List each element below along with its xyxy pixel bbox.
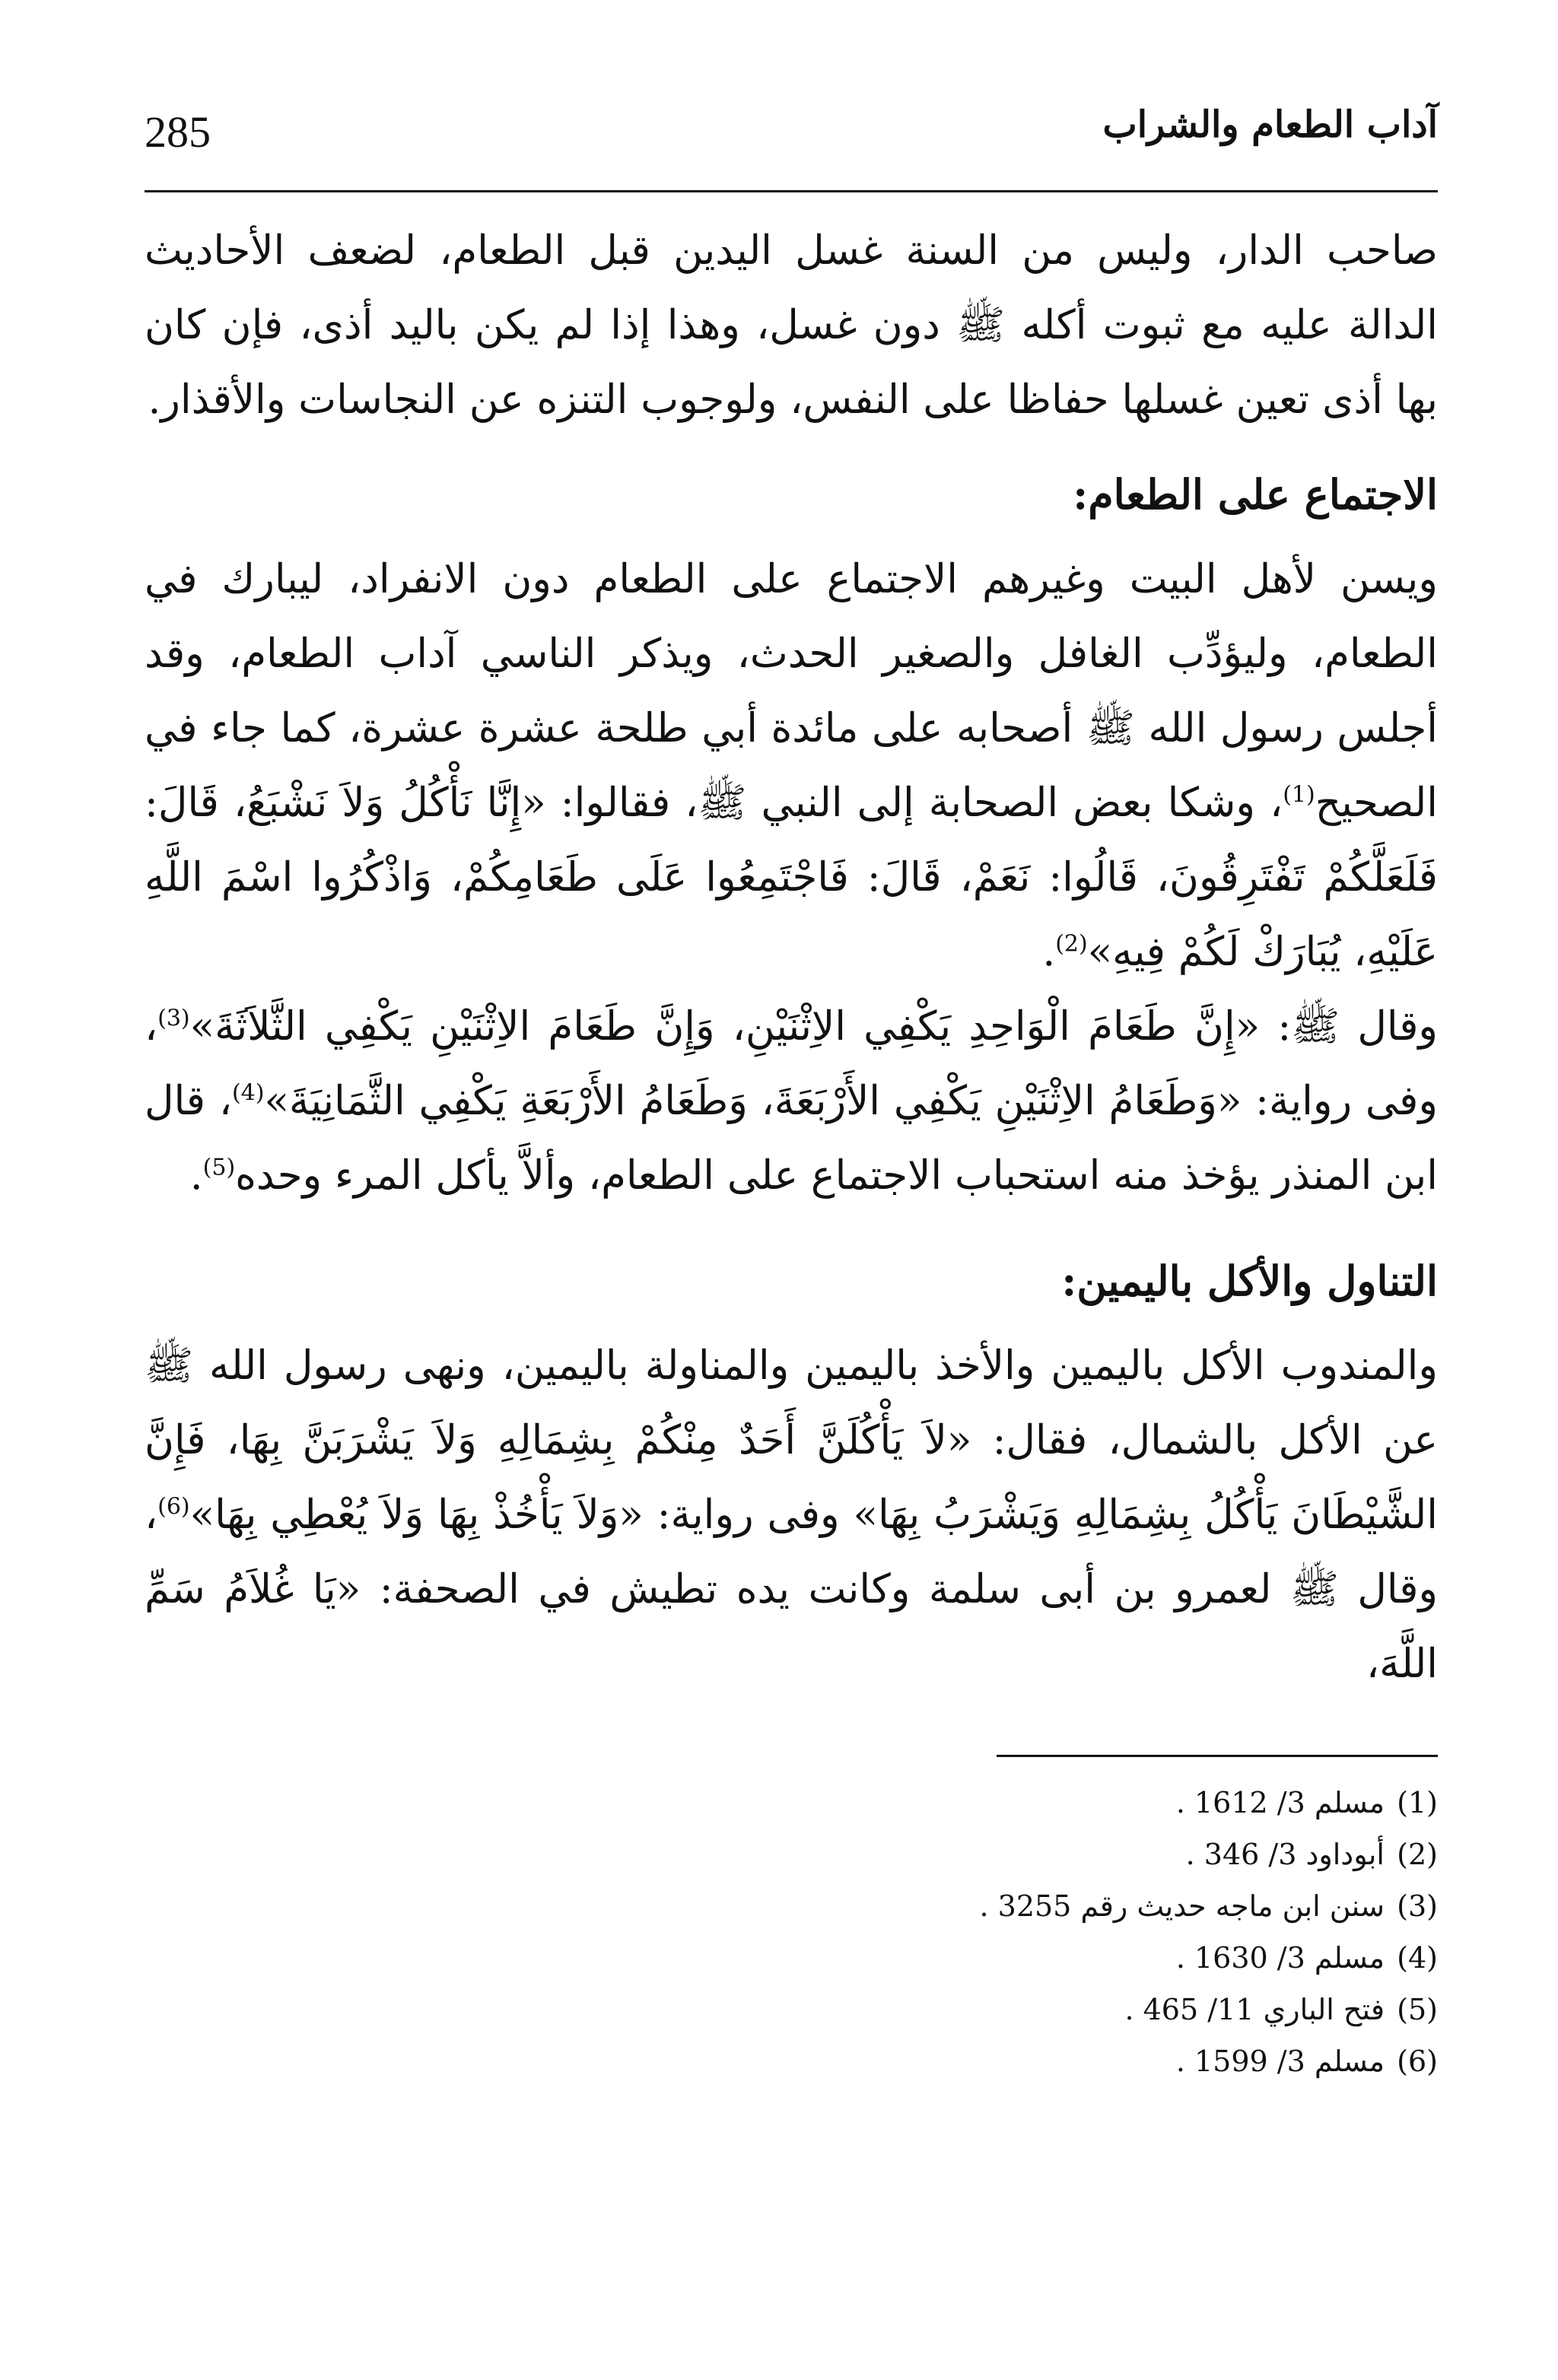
paragraph-text: ، وفى رواية: «وَطَعَامُ الاِثْنَيْنِ يَكْفِي الأَرْبَعَةَ، وَطَعَامُ الأَرْبَعَةِ يَكْفِي الثَّمَانِيَةَ»: [145, 1003, 1438, 1124]
footnote-ref: (5): [202, 1154, 236, 1181]
paragraph-text: .: [189, 1152, 203, 1199]
footnote-marker: (2): [1397, 1838, 1438, 1871]
footnote-text: مسلم 3/ 1612 .: [1175, 1786, 1385, 1819]
paragraph-gathering-2: [145, 990, 1438, 1213]
paragraph-text: وقال ﷺ: «إِنَّ طَعَامَ الْوَاحِدِ يَكْفِي الاِثْنَيْنِ، وَإِنَّ طَعَامَ الاِثْنَيْنِ يَكْفِي الثَّلاَثَةَ»: [189, 1003, 1438, 1050]
running-title: آداب الطعام والشراب: [1102, 103, 1438, 146]
paragraph-text: ، وشكا بعض الصحابة إلى النبي ﷺ، فقالوا: «إِنَّا نَأْكُلُ وَلاَ نَشْبَعُ، قَالَ: فَلَعَلَّكُمْ تَفْتَرِقُونَ، قَالُوا: نَعَمْ، قَالَ: فَاجْتَمِعُوا عَلَى طَعَامِكُمْ، وَاذْكُرُوا اسْمَ اللَّهِ عَلَيْهِ، يُبَارَكْ لَكُمْ فِيهِ»: [145, 780, 1438, 975]
footnote-marker: (1): [1397, 1786, 1438, 1819]
footnote-text: فتح الباري 11/ 465 .: [1124, 1993, 1385, 2026]
footnote-text: سنن ابن ماجه حديث رقم 3255 .: [979, 1889, 1385, 1923]
footnote-item: [145, 1829, 1438, 1880]
footnote-ref: (6): [157, 1493, 190, 1520]
footnote-item: [145, 2035, 1438, 2087]
section-heading-gathering: الاجتماع على الطعام:: [1073, 470, 1438, 519]
book-page: [145, 91, 1438, 2297]
header-rule: [145, 190, 1438, 192]
footnote-ref: (2): [1055, 930, 1088, 958]
footnote-ref: (4): [231, 1079, 265, 1107]
paragraph-text: ويسن لأهل البيت وغيرهم الاجتماع على الطعام دون الانفراد، ليبارك في الطعام، وليؤدِّب الغافل والصغير الحدث، ويذكر الناسي آداب الطعام، وقد أجلس رسول الله ﷺ أصحابه على مائدة أبي طلحة عشرة عشرة، كما جاء في الصحيح: [145, 556, 1438, 826]
footnote-ref: (1): [1283, 781, 1315, 809]
footnote-marker: (3): [1397, 1889, 1438, 1923]
footnote-text: مسلم 3/ 1630 .: [1175, 1941, 1385, 1975]
footnote-rule: [997, 1755, 1438, 1757]
footnote-marker: (4): [1397, 1941, 1438, 1975]
intro-paragraph: صاحب الدار، وليس من السنة غسل اليدين قبل الطعام، لضعف الأحاديث الدالة عليه مع ثبوت أكله ﷺ دون غسل، وهذا إذا لم يكن باليد أذى، فإن كان بها أذى تعين غسلها حفاظا على النفس، ولوجوب التنزه عن النجاسات والأقذار.: [145, 227, 1438, 423]
footnote-item: [145, 1880, 1438, 1932]
section-heading-right-hand: التناول والأكل باليمين:: [1061, 1257, 1438, 1305]
running-header: [145, 91, 1438, 175]
page-number: 285: [145, 107, 211, 157]
paragraph-text: ، قال ابن المنذر يؤخذ منه استحباب الاجتماع على الطعام، وألاَّ يأكل المرء وحده: [145, 1078, 1438, 1199]
paragraph-text: ، وقال ﷺ لعمرو بن أبى سلمة وكانت يده تطيش في الصحفة: «يَا غُلاَمُ سَمِّ اللَّهَ،: [145, 1492, 1438, 1687]
footnote-marker: (6): [1397, 2045, 1438, 2078]
footnotes-list: [145, 1777, 1438, 2087]
footnote-ref: (3): [157, 1005, 190, 1032]
paragraph-text: .: [1042, 929, 1056, 975]
paragraph-right-hand-1: [145, 1329, 1438, 1702]
footnote-text: أبوداود 3/ 346 .: [1185, 1838, 1385, 1871]
footnote-item: [145, 1984, 1438, 2035]
paragraph-gathering-1: [145, 542, 1438, 990]
footnote-text: مسلم 3/ 1599 .: [1175, 2045, 1385, 2078]
footnote-marker: (5): [1397, 1993, 1438, 2026]
footnote-item: [145, 1777, 1438, 1829]
paragraph-text: والمندوب الأكل باليمين والأخذ باليمين والمناولة باليمين، ونهى رسول الله ﷺ عن الأكل بالشمال، فقال: «لاَ يَأْكُلَنَّ أَحَدٌ مِنْكُمْ بِشِمَالِهِ وَلاَ يَشْرَبَنَّ بِهَا، فَإِنَّ الشَّيْطَانَ يَأْكُلُ بِشِمَالِهِ وَيَشْرَبُ بِهَا» وفى رواية: «وَلاَ يَأْخُذْ بِهَا وَلاَ يُعْطِي بِهَا»: [145, 1343, 1438, 1538]
footnote-item: [145, 1932, 1438, 1984]
